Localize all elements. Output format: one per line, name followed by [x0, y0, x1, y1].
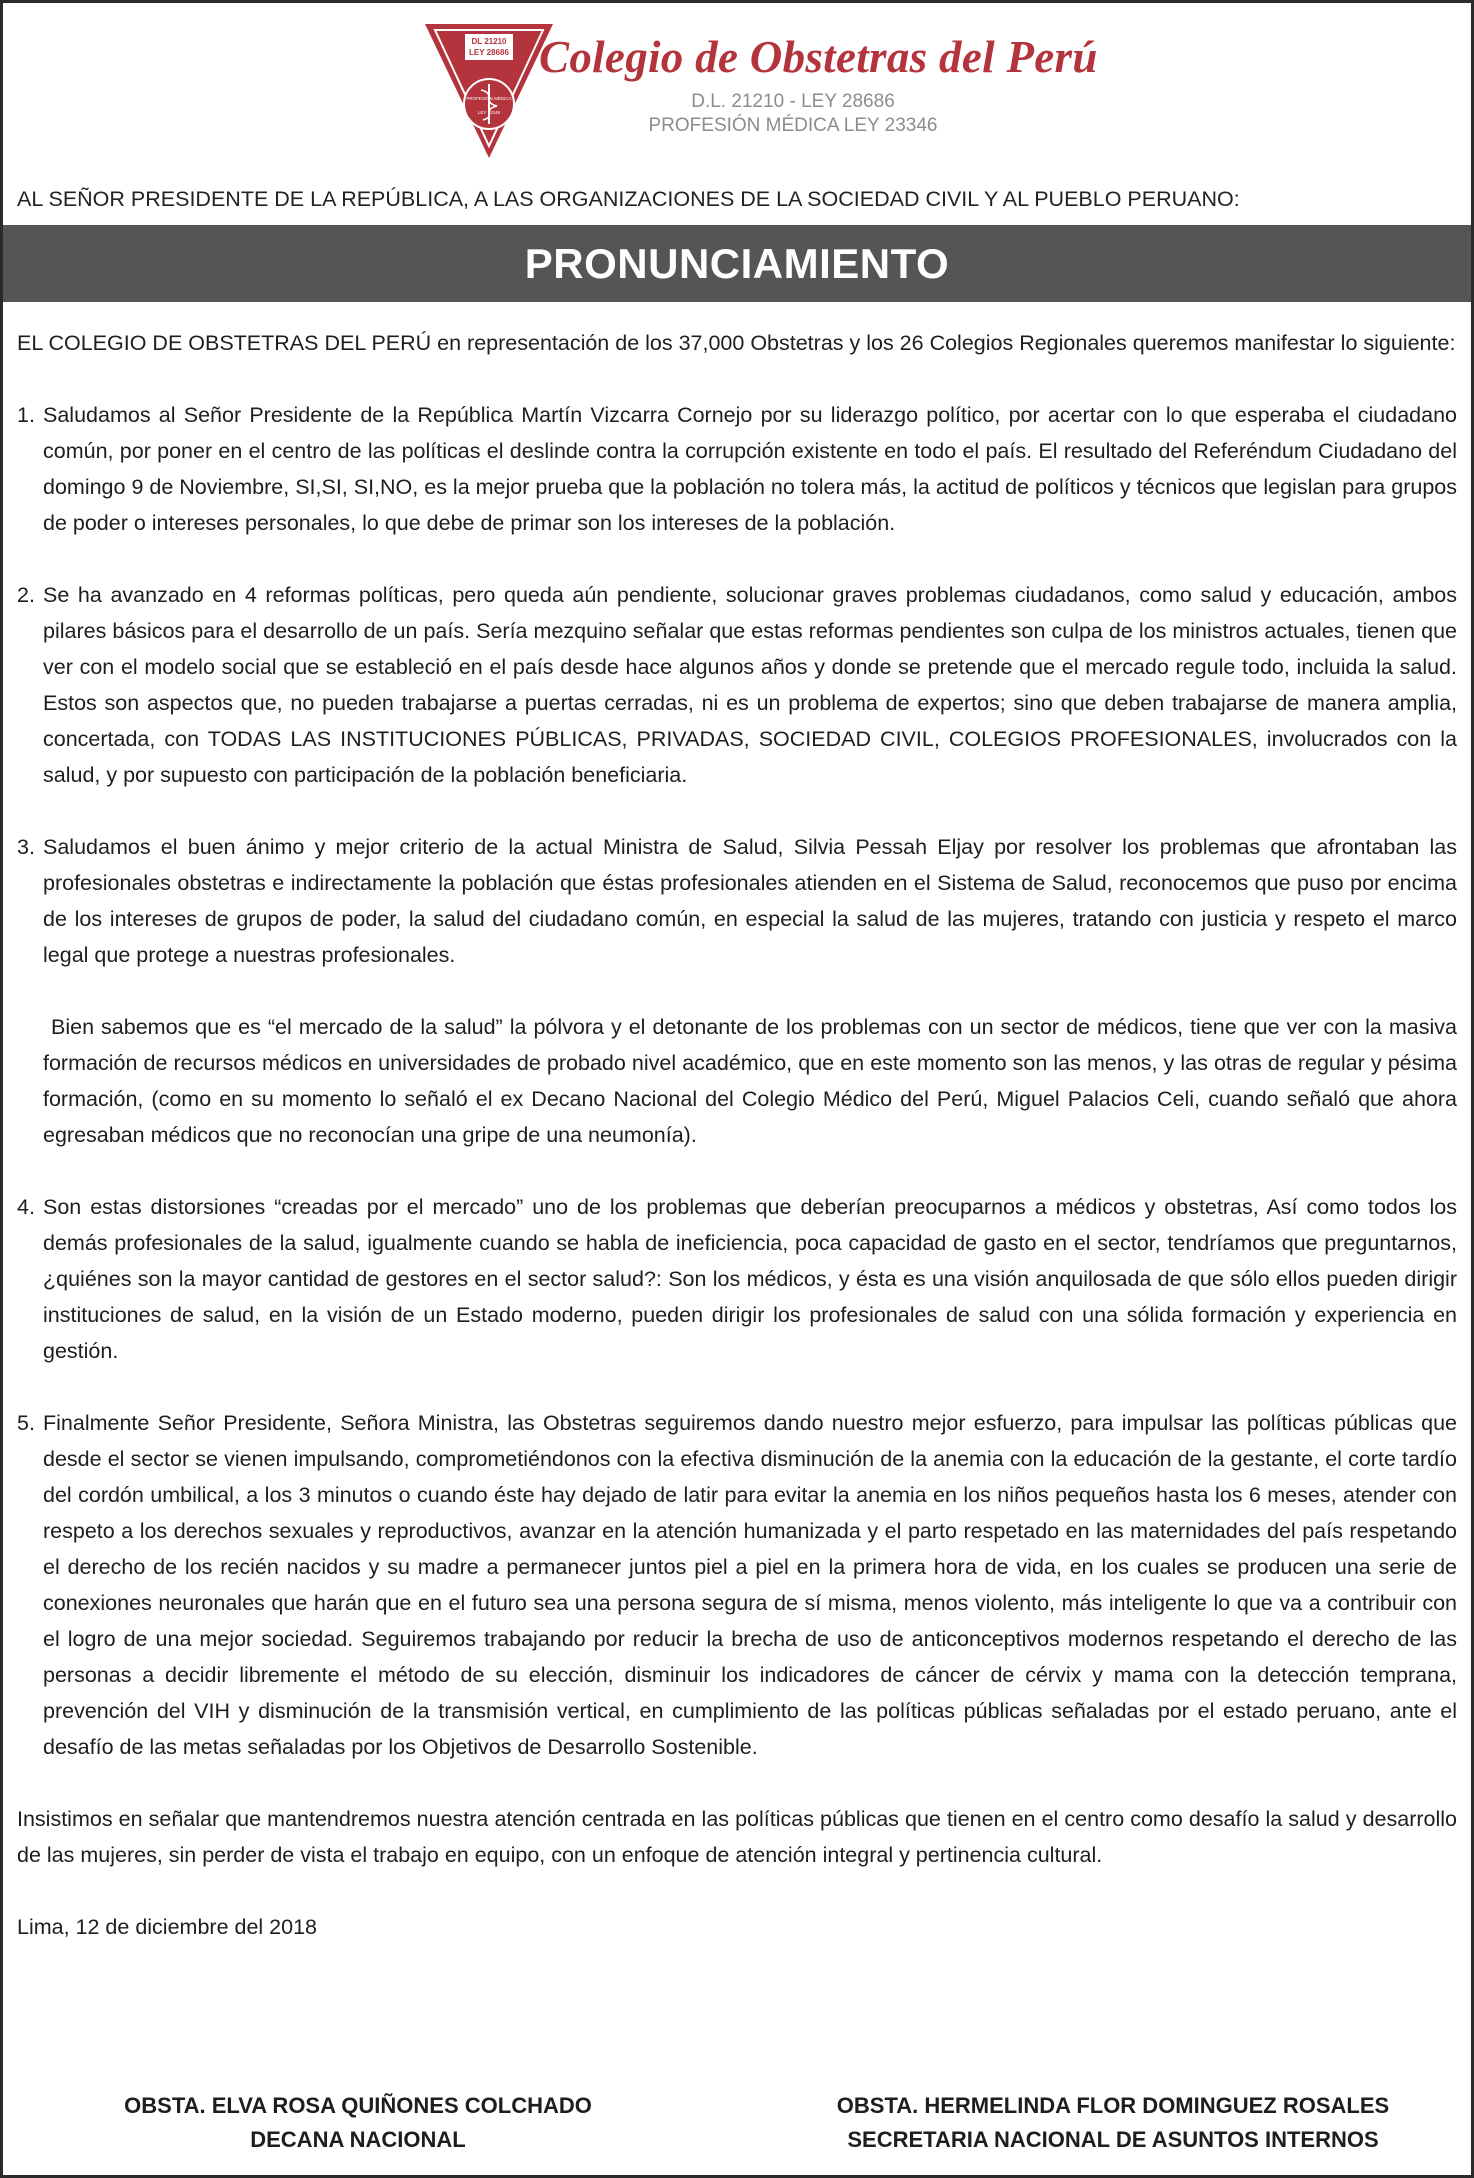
letterhead — [3, 3, 1471, 171]
point-paragraph: Son estas distorsiones “creadas por el mercado” uno de los problemas que deberían preocuparnos a médicos y obstetras, Así como todos los demás profesionales de la salud, igualmente cuando se habla de ineficiencia, poca capacidad de gasto en el sector, tendríamos que preguntarnos, ¿quiénes son la mayor cantidad de gestores en el sector salud?: Son los médicos, y ésta es una visión anquilosada de que sólo ellos pueden dirigir instituciones de salud, en la visión de un Estado moderno, pueden dirigir los profesionales de salud con una sólida formación y experiencia en gestión. — [43, 1195, 1457, 1363]
point-paragraph: Se ha avanzado en 4 reformas políticas, pero queda aún pendiente, solucionar graves problemas ciudadanos, como salud y educación, ambos pilares básicos para el desarrollo de un país. Sería mezquino señalar que estas reformas pendientes son culpa de los ministros actuales, tienen que ver con el modelo social que se estableció en el país desde hace algunos años y donde se pretende que el mercado regule todo, incluida la salud. Estos son aspectos que, no pueden trabajarse a puertas cerradas, ni es un problema de expertos; sino que deben trabajarse de manera amplia, concertada, con TODAS LAS INSTITUCIONES PÚBLICAS, PRIVADAS, SOCIEDAD CIVIL, COLEGIOS PROFESIONALES, involucrados con la salud, y por supuesto con participación de la población beneficiaria. — [43, 583, 1457, 787]
point-item — [17, 1189, 1457, 1369]
point-number: 5. — [17, 1411, 35, 1435]
point-number: 3. — [17, 835, 35, 859]
point-number: 2. — [17, 583, 35, 607]
closing-paragraph: Insistimos en señalar que mantendremos nuestra atención centrada en las políticas públicas que tienen en el centro como desafío la salud y desarrollo de las mujeres, sin perder de vista el trabajo en equipo, con un enfoque de atención integral y pertinencia cultural. — [17, 1807, 1457, 1867]
org-name: Colegio de Obstetras del Perú — [539, 32, 1098, 82]
title-banner: PRONUNCIAMIENTO — [3, 225, 1471, 302]
law-line-2: PROFESIÓN MÉDICA LEY 23346 — [648, 115, 938, 136]
point-item — [17, 829, 1457, 1153]
point-paragraph: Saludamos al Señor Presidente de la República Martín Vizcarra Cornejo por su liderazgo político, por acertar con lo que esperaba el ciudadano común, por poner en el centro de las políticas el deslinde contra la corrupción existente en todo el país. El resultado del Referéndum Ciudadano del domingo 9 de Noviembre, SI,SI, SI,NO, es la mejor prueba que la población no tolera más, la actitud de políticos y técnicos que legislan para grupos de poder o intereses personales, lo que debe de primar son los intereses de la población. — [43, 403, 1457, 535]
point-paragraph: Saludamos el buen ánimo y mejor criterio de la actual Ministra de Salud, Silvia Pessah Eljay por resolver los problemas que afrontaban las profesionales obstetras e indirectamente la población que éstas profesionales atienden en el Sistema de Salud, reconocemos que puso por encima de los intereses de grupos de poder, la salud del ciudadano común, en especial la salud de las mujeres, tratando con justicia y respeto el marco legal que protege a nuestras profesionales. — [43, 835, 1457, 967]
point-item — [17, 397, 1457, 541]
seal-line-4: LEY 23346 — [477, 110, 501, 115]
seal-line-3: PROFESIÓN MÉDICA — [466, 96, 512, 101]
point-paragraph: Finalmente Señor Presidente, Señora Ministra, las Obstetras seguiremos dando nuestro mejor esfuerzo, para impulsar las políticas públicas que desde el sector se vienen impulsando, comprometiéndonos con la efectiva disminución de la anemia con la educación de la gestante, el corte tardío del cordón umbilical, a los 3 minutos o cuando éste hay dejado de latir para evitar la anemia en los niños pequeños hasta los 6 meses, atender con respeto a los derechos sexuales y reproductivos, avanzar en la atención humanizada y el parto respetado en las maternidades del país respetando el derecho de los recién nacidos y su madre a permanecer juntos piel a piel en la primera hora de vida, en los cuales se producen una serie de conexiones neuronales que harán que en el futuro sea una persona segura de sí misma, menos violento, más inteligente lo que va a contribuir con el logro de una mejor sociedad. Seguiremos trabajando por reducir la brecha de uso de anticonceptivos modernos respetando el derecho de las personas a decidir libremente el método de su elección, disminuir los indicadores de cáncer de cérvix y mama con la detección temprana, prevención del VIH y disminución de la transmisión vertical, en cumplimiento de las políticas públicas señaladas por el estado peruano, ante el desafío de las metas señaladas por los Objetivos de Desarrollo Sostenible. — [43, 1411, 1457, 1759]
signature-right — [803, 2089, 1423, 2157]
signatory-title: SECRETARIA NACIONAL DE ASUNTOS INTERNOS — [847, 2127, 1379, 2152]
seal-line-1: DL 21210 — [471, 37, 507, 46]
signatory-name: OBSTA. HERMELINDA FLOR DOMINGUEZ ROSALES — [836, 2093, 1390, 2118]
intro-paragraph: EL COLEGIO DE OBSTETRAS DEL PERÚ en representación de los 37,000 Obstetras y los 26 Colegios Regionales queremos manifestar lo siguiente: — [17, 331, 1456, 355]
signature-block — [3, 2089, 1471, 2159]
signatory-title: DECANA NACIONAL — [250, 2127, 466, 2152]
point-number: 1. — [17, 403, 35, 427]
point-number: 4. — [17, 1195, 35, 1219]
address-line: AL SEÑOR PRESIDENTE DE LA REPÚBLICA, A LAS ORGANIZACIONES DE LA SOCIEDAD CIVIL Y AL PUEBLO PERUANO: — [17, 187, 1240, 211]
org-legal-info — [643, 90, 943, 138]
signature-left — [48, 2089, 668, 2157]
document-body — [17, 325, 1457, 1945]
college-seal-logo — [421, 20, 557, 162]
date-line: Lima, 12 de diciembre del 2018 — [17, 1915, 317, 1939]
law-line-1: D.L. 21210 - LEY 28686 — [691, 91, 895, 112]
signatory-name: OBSTA. ELVA ROSA QUIÑONES COLCHADO — [124, 2093, 592, 2118]
point-paragraph: Bien sabemos que es “el mercado de la salud” la pólvora y el detonante de los problemas con un sector de médicos, tiene que ver con la masiva formación de recursos médicos en universidades de probado nivel académico, que en este momento son las menos, y las otras de regular y pésima formación, (como en su momento lo señaló el ex Decano Nacional del Colegio Médico del Perú, Miguel Palacios Celi, cuando señaló que ahora egresaban médicos que no reconocían una gripe de una neumonía). — [43, 1015, 1457, 1147]
point-item — [17, 1405, 1457, 1765]
point-item — [17, 577, 1457, 793]
points-list — [17, 397, 1457, 1765]
seal-line-2: LEY 28686 — [469, 48, 509, 57]
